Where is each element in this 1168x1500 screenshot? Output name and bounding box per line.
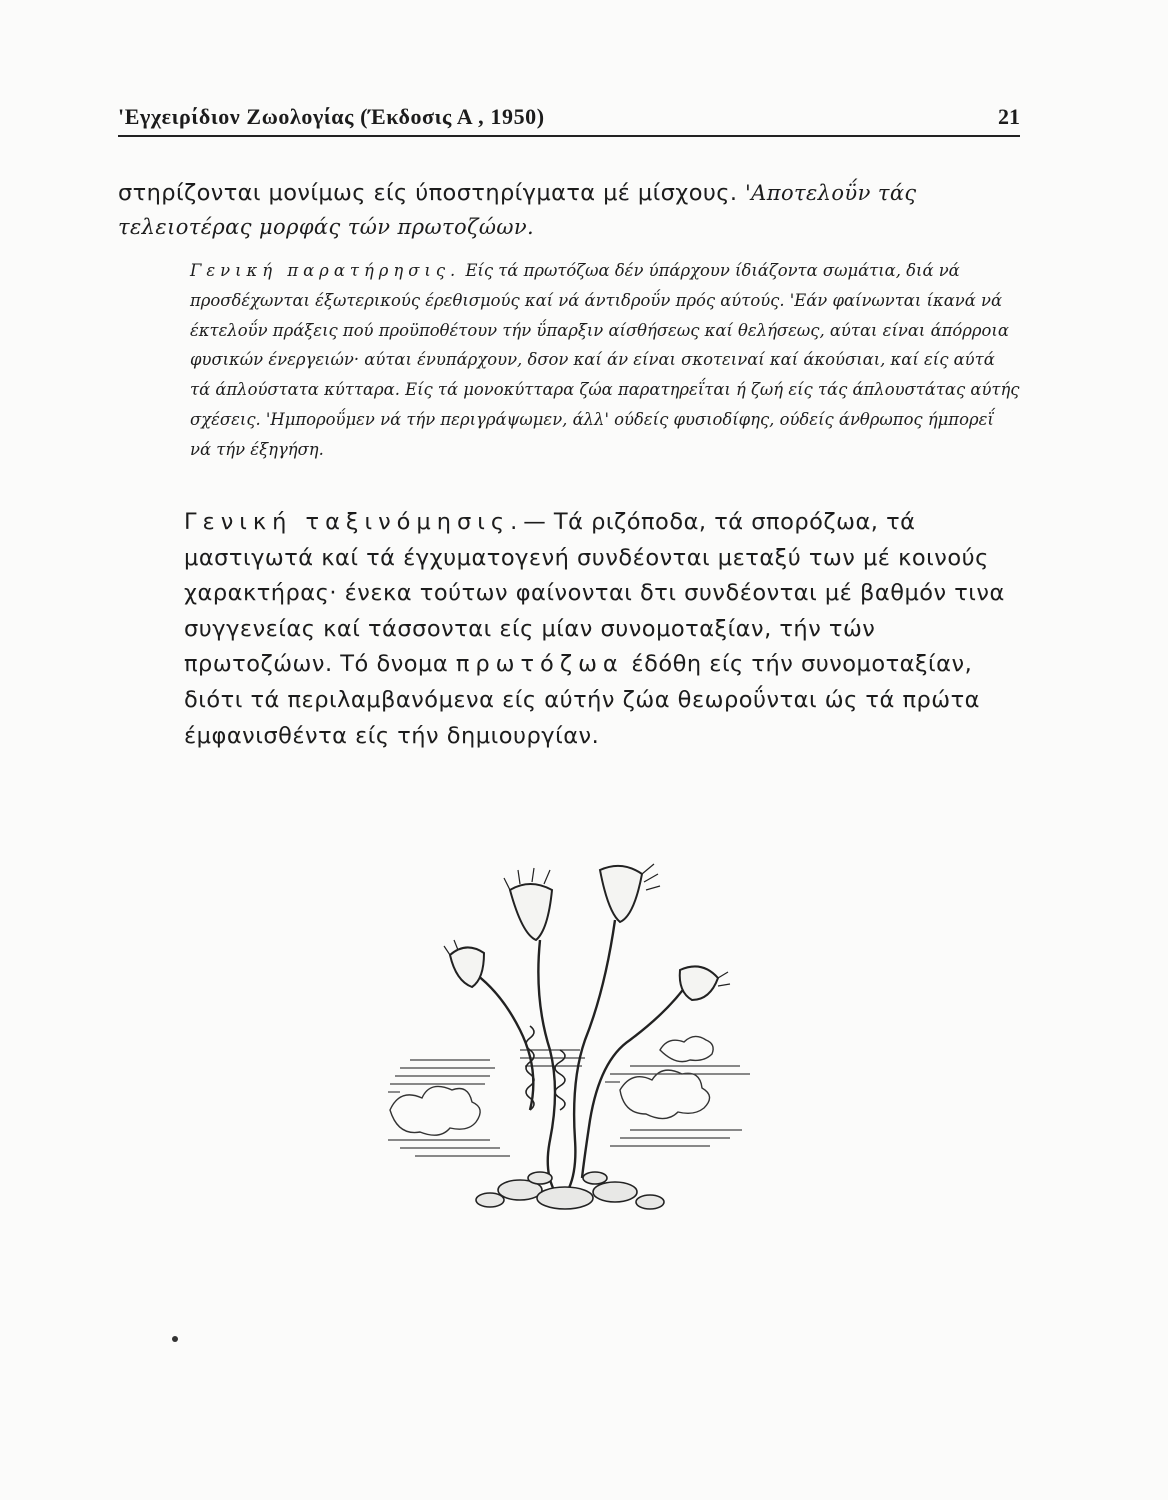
intro-italic-text: 'Αποτελοΰν τάς τελειοτέρας μορφάς τών πρωτοζώων. (118, 181, 917, 239)
header-rule (118, 135, 1020, 137)
intro-paragraph (118, 176, 1020, 244)
running-header (118, 104, 1020, 134)
page-speck (172, 1336, 178, 1342)
classification-text-part2: έδόθη είς τήν συνομοταξίαν, διότι τά περιλαμβανόμενα είς αύτήν ζώα θεωροΰνται ώς τά πρώτα έμφανισθέντα είς τήν δημιουργίαν. (184, 651, 981, 749)
classification-heading: Γενική ταξινόμησις. (184, 509, 524, 535)
page-number: 21 (998, 104, 1020, 129)
book-title: 'Εγχειρίδιον Ζωολογίας (Έκδοσις Α , 1950) (118, 104, 545, 129)
classification-paragraph (118, 505, 1020, 754)
note-body: Είς τά πρωτόζωα δέν ύπάρχουν ίδιάζοντα σωμάτια, διά νά προσδέχωνται έξωτερικούς έρεθισμούς καί νά άντιδροΰν πρός αύτούς. 'Εάν φαίνωνται ίκανά νά έκτελοΰν πράξεις πού προϋποθέτουν τήν ΰπαρξιν αίσθήσεως καί θελήσεως, αύται είναι άπόρροια φυσικών ένεργειών· αύται ένυπάρχουν, δσον καί άν είναι σκοτειναί καί άκούσιαι, καί είς αύτά τά άπλούστατα κύτταρα. Είς τά μονοκύτταρα ζώα παρατηρεΐται ή ζωή είς τάς άπλουστάτας αύτής σχέσεις. 'Ημποροΰμεν νά τήν περιγράψωμεν, άλλ' ούδείς φυσιοδίφης, ούδείς άνθρωπος ήμπορεΐ νά τήν έξηγήση. (190, 261, 1020, 459)
classification-text-part1: — Τά ριζόποδα, τά σπορόζωα, τά μαστιγωτά καί τά έγχυματογενή συνδέονται μεταξύ των μέ κοινούς χαρακτήρας· ένεκα τούτων φαίνονται δτι συνδέονται μέ βαθμόν τινα συγγενείας καί τάσσονται είς μίαν συνομοταξίαν, τήν τών πρωτοζώων. Τό δνομα (184, 509, 1005, 678)
note-heading: Γενική παρατήρησις. (190, 261, 461, 280)
vorticella-illustration-icon (370, 860, 770, 1220)
note-paragraph (118, 256, 1020, 465)
classification-term: πρωτόζωα (455, 651, 624, 678)
intro-text: στηρίζονται μονίμως είς ύποστηρίγματα μέ μίσχους. (118, 180, 738, 206)
